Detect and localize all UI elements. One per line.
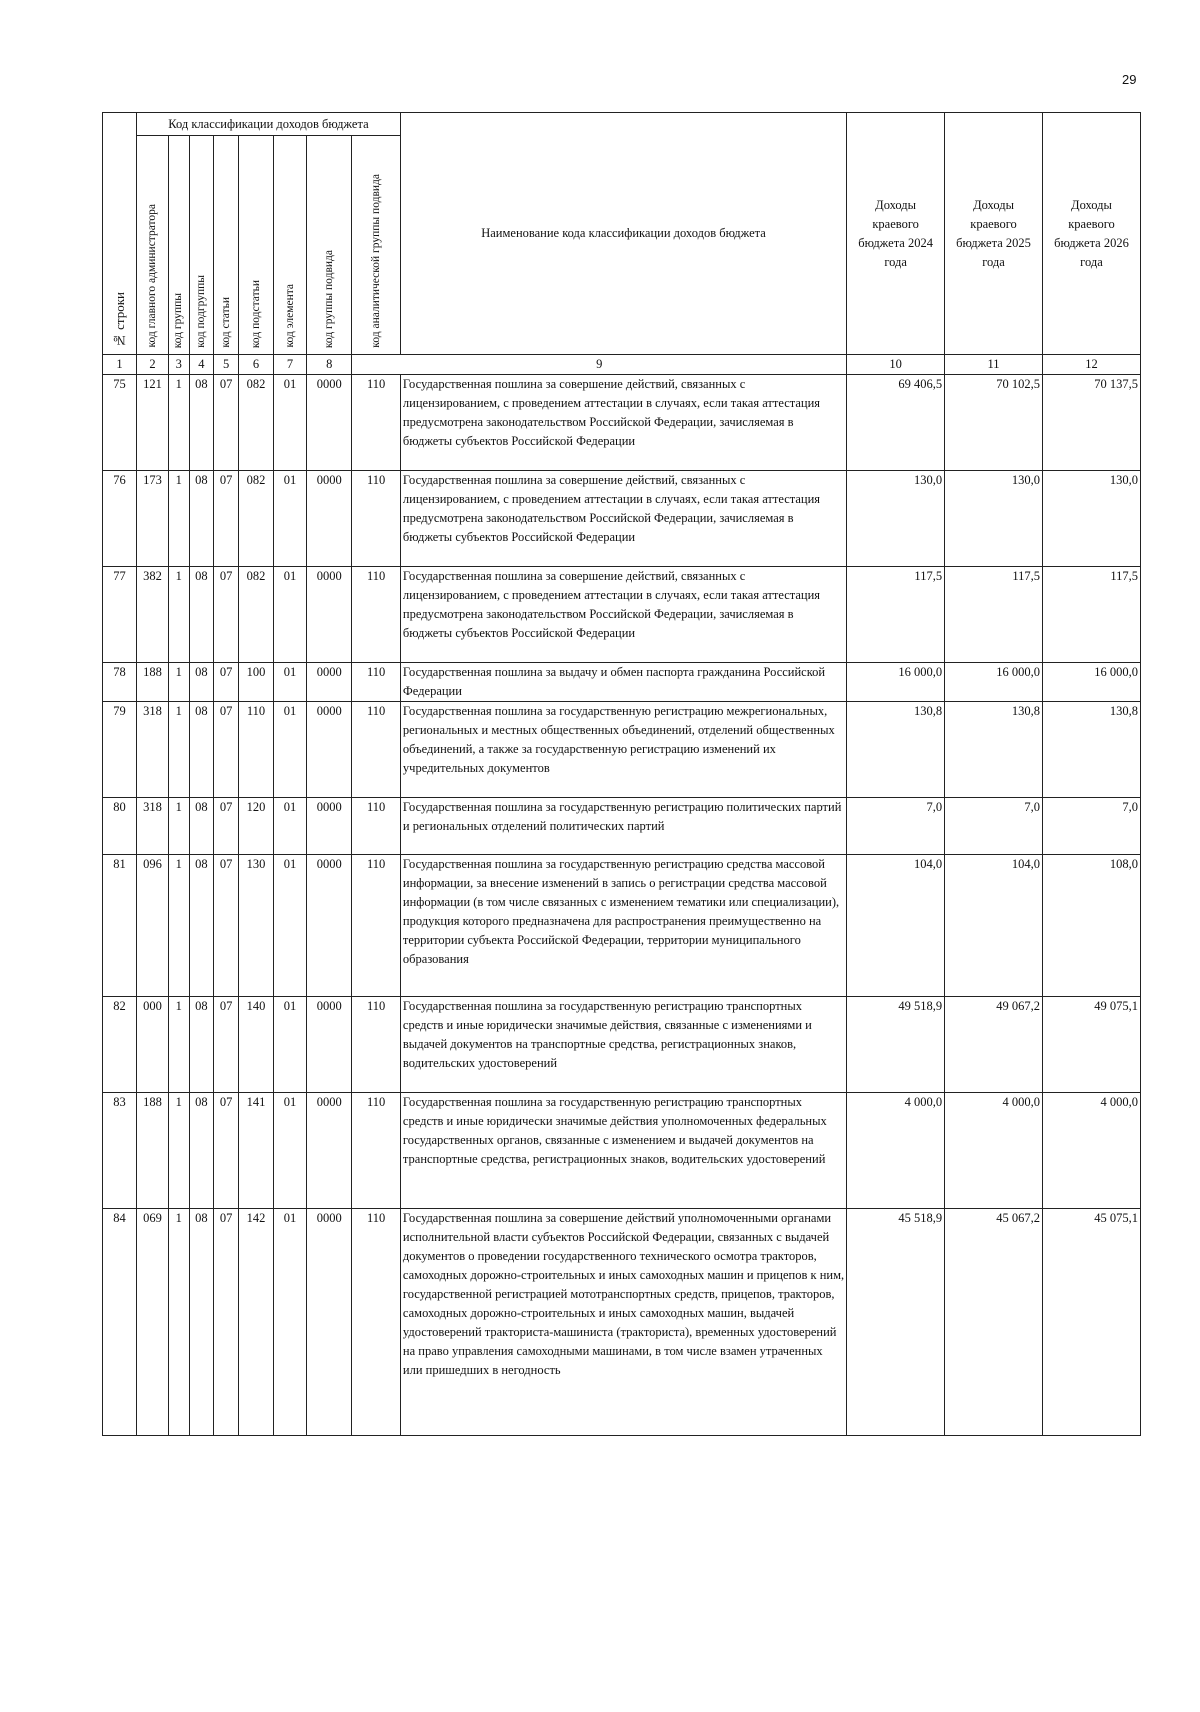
revenue-name-cell: Государственная пошлина за выдачу и обмен паспорта гражданина Российской Федерации <box>400 663 846 702</box>
income-2026-cell: 4 000,0 <box>1042 1093 1140 1209</box>
column-number: 6 <box>239 355 274 375</box>
analytic-code-cell: 110 <box>352 702 401 798</box>
header-article-code: код статьи <box>214 136 239 355</box>
subarticle-code-cell: 100 <box>239 663 274 702</box>
header-subarticle-code: код подстатьи <box>239 136 274 355</box>
table-row <box>103 1209 1141 1436</box>
table-row <box>103 1093 1141 1209</box>
admin-code-cell: 188 <box>137 663 169 702</box>
analytic-code-cell: 110 <box>352 798 401 855</box>
income-2025-cell: 7,0 <box>945 798 1043 855</box>
element-code-cell: 01 <box>274 1209 307 1436</box>
subgroup-code-cell: 08 <box>189 798 214 855</box>
element-code-cell: 01 <box>274 702 307 798</box>
admin-code-cell: 173 <box>137 471 169 567</box>
income-2024-cell: 49 518,9 <box>847 997 945 1093</box>
subgroup-code-cell: 08 <box>189 567 214 663</box>
revenue-name-cell: Государственная пошлина за государственную регистрацию транспортных средств и иные юридически значимые действия уполномоченных федеральных государственных органов, связанные с изменением и выдачей документов на транспортные средства, регистрационных знаков, водительских удостоверений <box>400 1093 846 1209</box>
table-row <box>103 567 1141 663</box>
admin-code-cell: 121 <box>137 375 169 471</box>
income-2025-cell: 130,0 <box>945 471 1043 567</box>
element-code-cell: 01 <box>274 855 307 997</box>
analytic-code-cell: 110 <box>352 567 401 663</box>
article-code-cell: 07 <box>214 375 239 471</box>
row-number-cell: 76 <box>103 471 137 567</box>
element-code-cell: 01 <box>274 663 307 702</box>
group-code-cell: 1 <box>168 663 189 702</box>
header-income-2024: Доходы краевого бюджета 2024 года <box>847 113 945 355</box>
row-number-cell: 77 <box>103 567 137 663</box>
budget-income-table <box>102 112 1141 1436</box>
income-2024-cell: 104,0 <box>847 855 945 997</box>
admin-code-cell: 318 <box>137 702 169 798</box>
group-code-cell: 1 <box>168 375 189 471</box>
row-number-cell: 80 <box>103 798 137 855</box>
column-number: 10 <box>847 355 945 375</box>
group-code-cell: 1 <box>168 471 189 567</box>
subarticle-code-cell: 142 <box>239 1209 274 1436</box>
income-2025-cell: 130,8 <box>945 702 1043 798</box>
column-number: 1 <box>103 355 137 375</box>
admin-code-cell: 096 <box>137 855 169 997</box>
subarticle-code-cell: 141 <box>239 1093 274 1209</box>
subtype-group-code-cell: 0000 <box>307 702 352 798</box>
column-number: 2 <box>137 355 169 375</box>
header-subgroup-code: код подгруппы <box>189 136 214 355</box>
income-2025-cell: 117,5 <box>945 567 1043 663</box>
income-2024-cell: 45 518,9 <box>847 1209 945 1436</box>
income-2025-cell: 4 000,0 <box>945 1093 1043 1209</box>
admin-code-cell: 188 <box>137 1093 169 1209</box>
subgroup-code-cell: 08 <box>189 997 214 1093</box>
table-row <box>103 702 1141 798</box>
header-income-2025: Доходы краевого бюджета 2025 года <box>945 113 1043 355</box>
income-2024-cell: 16 000,0 <box>847 663 945 702</box>
group-code-cell: 1 <box>168 855 189 997</box>
group-code-cell: 1 <box>168 702 189 798</box>
table-row <box>103 471 1141 567</box>
header-name: Наименование кода классификации доходов бюджета <box>400 113 846 355</box>
income-2025-cell: 45 067,2 <box>945 1209 1043 1436</box>
income-2026-cell: 7,0 <box>1042 798 1140 855</box>
subarticle-code-cell: 110 <box>239 702 274 798</box>
subtype-group-code-cell: 0000 <box>307 471 352 567</box>
subtype-group-code-cell: 0000 <box>307 567 352 663</box>
revenue-name-cell: Государственная пошлина за совершение действий, связанных с лицензированием, с проведением аттестации в случаях, если такая аттестация предусмотрена законодательством Российской Федерации, зачисляемая в бюджеты субъектов Российской Федерации <box>400 471 846 567</box>
header-subtype-group-code: код группы подвида <box>307 136 352 355</box>
income-2024-cell: 130,8 <box>847 702 945 798</box>
article-code-cell: 07 <box>214 1093 239 1209</box>
column-number: 5 <box>214 355 239 375</box>
income-2024-cell: 117,5 <box>847 567 945 663</box>
article-code-cell: 07 <box>214 798 239 855</box>
analytic-code-cell: 110 <box>352 1093 401 1209</box>
admin-code-cell: 000 <box>137 997 169 1093</box>
subgroup-code-cell: 08 <box>189 663 214 702</box>
column-number-row <box>103 355 1141 375</box>
row-number-cell: 81 <box>103 855 137 997</box>
column-number: 9 <box>352 355 847 375</box>
column-number: 4 <box>189 355 214 375</box>
analytic-code-cell: 110 <box>352 471 401 567</box>
revenue-name-cell: Государственная пошлина за совершение действий уполномоченными органами исполнительной власти субъектов Российской Федерации, связанных с выдачей документов о проведении государственного технического осмотра тракторов, самоходных дорожно-строительных и иных самоходных машин и прицепов к ним, государственной регистрацией мототранспортных средств, прицепов, тракторов, самоходных дорожно-строительных и иных самоходных машин, выдачей удостоверений тракториста-машиниста (тракториста), временных удостоверений на право управления самоходными машинами, в том числе взамен утраченных или пришедших в негодность <box>400 1209 846 1436</box>
header-analytic-code: код аналитической группы подвида <box>352 136 401 355</box>
element-code-cell: 01 <box>274 798 307 855</box>
header-income-2026: Доходы краевого бюджета 2026 года <box>1042 113 1140 355</box>
subgroup-code-cell: 08 <box>189 1209 214 1436</box>
article-code-cell: 07 <box>214 855 239 997</box>
subarticle-code-cell: 082 <box>239 471 274 567</box>
income-2026-cell: 45 075,1 <box>1042 1209 1140 1436</box>
table-row <box>103 663 1141 702</box>
row-number-cell: 84 <box>103 1209 137 1436</box>
table-row <box>103 997 1141 1093</box>
group-code-cell: 1 <box>168 798 189 855</box>
header-admin-code: код главного администратора <box>137 136 169 355</box>
income-2024-cell: 4 000,0 <box>847 1093 945 1209</box>
column-number: 7 <box>274 355 307 375</box>
header-row-number: № строки <box>103 113 137 355</box>
income-2026-cell: 49 075,1 <box>1042 997 1140 1093</box>
group-code-cell: 1 <box>168 1209 189 1436</box>
subtype-group-code-cell: 0000 <box>307 855 352 997</box>
revenue-name-cell: Государственная пошлина за совершение действий, связанных с лицензированием, с проведением аттестации в случаях, если такая аттестация предусмотрена законодательством Российской Федерации, зачисляемая в бюджеты субъектов Российской Федерации <box>400 567 846 663</box>
income-2025-cell: 104,0 <box>945 855 1043 997</box>
table-row <box>103 798 1141 855</box>
income-2026-cell: 70 137,5 <box>1042 375 1140 471</box>
analytic-code-cell: 110 <box>352 997 401 1093</box>
analytic-code-cell: 110 <box>352 855 401 997</box>
income-2026-cell: 130,0 <box>1042 471 1140 567</box>
element-code-cell: 01 <box>274 567 307 663</box>
element-code-cell: 01 <box>274 997 307 1093</box>
subtype-group-code-cell: 0000 <box>307 375 352 471</box>
column-number: 12 <box>1042 355 1140 375</box>
article-code-cell: 07 <box>214 1209 239 1436</box>
row-number-cell: 83 <box>103 1093 137 1209</box>
income-2026-cell: 130,8 <box>1042 702 1140 798</box>
income-2025-cell: 16 000,0 <box>945 663 1043 702</box>
page-number: 29 <box>1122 72 1137 87</box>
subtype-group-code-cell: 0000 <box>307 663 352 702</box>
subgroup-code-cell: 08 <box>189 855 214 997</box>
table-row <box>103 855 1141 997</box>
subarticle-code-cell: 082 <box>239 375 274 471</box>
subtype-group-code-cell: 0000 <box>307 1209 352 1436</box>
income-2025-cell: 49 067,2 <box>945 997 1043 1093</box>
subarticle-code-cell: 140 <box>239 997 274 1093</box>
income-2026-cell: 117,5 <box>1042 567 1140 663</box>
header-group-code: код группы <box>168 136 189 355</box>
admin-code-cell: 069 <box>137 1209 169 1436</box>
column-number: 11 <box>945 355 1043 375</box>
subarticle-code-cell: 130 <box>239 855 274 997</box>
subgroup-code-cell: 08 <box>189 702 214 798</box>
column-number: 3 <box>168 355 189 375</box>
analytic-code-cell: 110 <box>352 1209 401 1436</box>
income-2026-cell: 108,0 <box>1042 855 1140 997</box>
admin-code-cell: 318 <box>137 798 169 855</box>
income-2024-cell: 7,0 <box>847 798 945 855</box>
income-2025-cell: 70 102,5 <box>945 375 1043 471</box>
revenue-name-cell: Государственная пошлина за государственную регистрацию транспортных средств и иные юридически значимые действия, связанные с изменениями и выдачей документов на транспортные средства, регистрационных знаков, водительских удостоверений <box>400 997 846 1093</box>
subarticle-code-cell: 082 <box>239 567 274 663</box>
element-code-cell: 01 <box>274 471 307 567</box>
revenue-name-cell: Государственная пошлина за государственную регистрацию межрегиональных, региональных и местных общественных объединений, отделений общественных объединений, а также за государственную регистрацию изменений их учредительных документов <box>400 702 846 798</box>
income-2026-cell: 16 000,0 <box>1042 663 1140 702</box>
group-code-cell: 1 <box>168 1093 189 1209</box>
subtype-group-code-cell: 0000 <box>307 997 352 1093</box>
header-classification-group: Код классификации доходов бюджета <box>137 113 401 136</box>
group-code-cell: 1 <box>168 997 189 1093</box>
article-code-cell: 07 <box>214 702 239 798</box>
subgroup-code-cell: 08 <box>189 1093 214 1209</box>
subarticle-code-cell: 120 <box>239 798 274 855</box>
admin-code-cell: 382 <box>137 567 169 663</box>
article-code-cell: 07 <box>214 663 239 702</box>
revenue-name-cell: Государственная пошлина за государственную регистрацию средства массовой информации, за внесение изменений в запись о регистрации средства массовой информации (в том числе связанных с изменением тематики или специализации), продукция которого предназначена для распространения преимущественно на территории субъекта Российской Федерации, территории муниципального образования <box>400 855 846 997</box>
subgroup-code-cell: 08 <box>189 375 214 471</box>
table-row <box>103 375 1141 471</box>
row-number-cell: 75 <box>103 375 137 471</box>
group-code-cell: 1 <box>168 567 189 663</box>
income-2024-cell: 69 406,5 <box>847 375 945 471</box>
row-number-cell: 78 <box>103 663 137 702</box>
column-number: 8 <box>307 355 352 375</box>
element-code-cell: 01 <box>274 375 307 471</box>
row-number-cell: 82 <box>103 997 137 1093</box>
header-element-code: код элемента <box>274 136 307 355</box>
article-code-cell: 07 <box>214 567 239 663</box>
article-code-cell: 07 <box>214 471 239 567</box>
revenue-name-cell: Государственная пошлина за государственную регистрацию политических партий и региональных отделений политических партий <box>400 798 846 855</box>
article-code-cell: 07 <box>214 997 239 1093</box>
revenue-name-cell: Государственная пошлина за совершение действий, связанных с лицензированием, с проведением аттестации в случаях, если такая аттестация предусмотрена законодательством Российской Федерации, зачисляемая в бюджеты субъектов Российской Федерации <box>400 375 846 471</box>
subtype-group-code-cell: 0000 <box>307 1093 352 1209</box>
element-code-cell: 01 <box>274 1093 307 1209</box>
income-2024-cell: 130,0 <box>847 471 945 567</box>
row-number-cell: 79 <box>103 702 137 798</box>
analytic-code-cell: 110 <box>352 663 401 702</box>
analytic-code-cell: 110 <box>352 375 401 471</box>
subtype-group-code-cell: 0000 <box>307 798 352 855</box>
subgroup-code-cell: 08 <box>189 471 214 567</box>
